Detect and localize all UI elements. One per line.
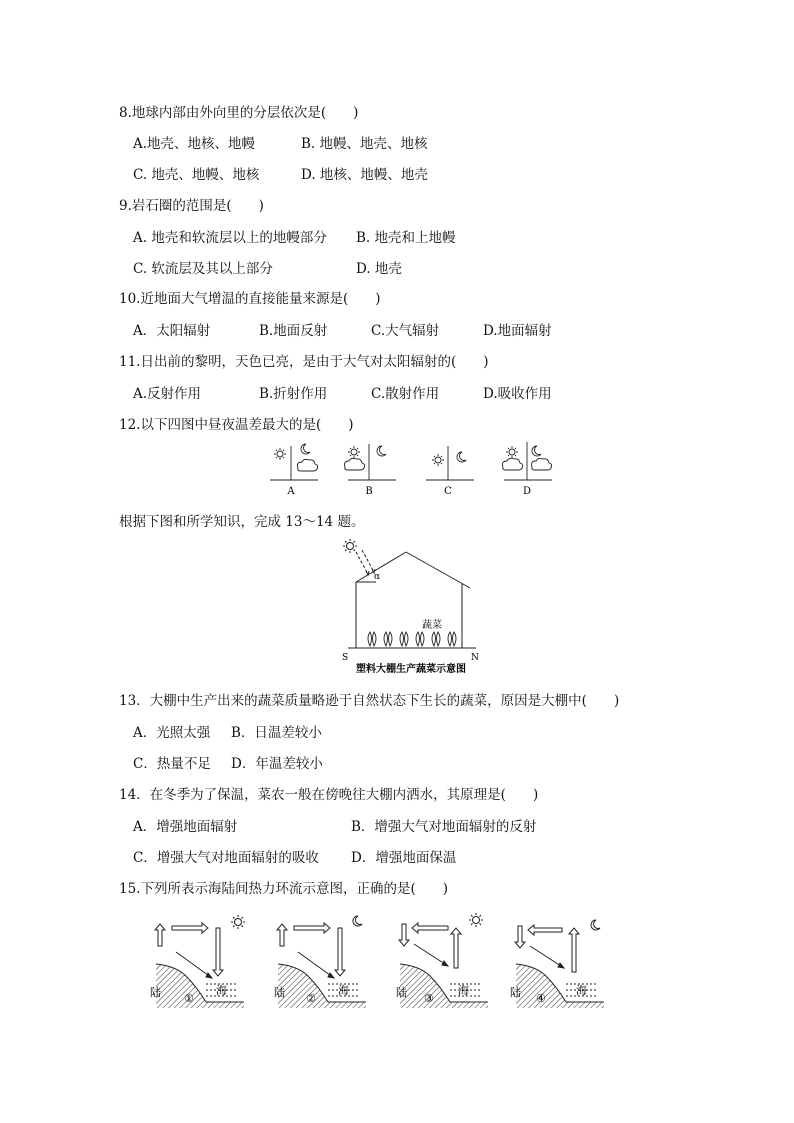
intro-13-14: 根据下图和所学知识，完成 13～14 题。 xyxy=(119,514,365,530)
num-label-3: ③ xyxy=(424,992,434,1005)
num-label-2: ② xyxy=(306,992,316,1005)
question-10-option-b: B.地面反射 xyxy=(259,323,328,339)
question-10-option-c: C.大气辐射 xyxy=(371,323,440,339)
question-8-option-d: D. 地核、地幔、地壳 xyxy=(301,167,428,183)
circulation-diagram-2 xyxy=(277,916,366,1008)
question-14-option-a: A．增强地面辐射 xyxy=(133,819,238,835)
diagram-c xyxy=(426,446,474,480)
label-b: B xyxy=(365,486,373,497)
sea-label-1: 海 xyxy=(216,984,227,997)
num-label-1: ① xyxy=(184,992,194,1005)
question-9-option-d: D. 地壳 xyxy=(356,261,402,277)
question-8-stem: 8.地球内部由外向里的分层依次是( ) xyxy=(119,105,359,121)
south-label: S xyxy=(342,653,349,663)
question-11-option-a: A.反射作用 xyxy=(133,386,202,402)
question-11-option-c: C.散射作用 xyxy=(371,386,440,402)
greenhouse-diagram xyxy=(336,536,486,678)
question-11-option-d: D.吸收作用 xyxy=(483,386,552,402)
diagram-a xyxy=(270,444,318,480)
vegetable-label: 蔬菜 xyxy=(422,620,442,631)
north-label: N xyxy=(471,653,479,663)
question-10-option-a: A．太阳辐射 xyxy=(133,323,211,339)
question-14-stem: 14．在冬季为了保温，菜农一般在傍晚往大棚内洒水，其原理是( ) xyxy=(119,787,539,803)
sea-label-3: 海 xyxy=(458,984,469,997)
question-9-stem: 9.岩石圈的范围是( ) xyxy=(119,198,264,214)
circulation-diagram-4 xyxy=(515,920,604,1008)
sea-land-circulation-diagrams xyxy=(140,906,610,1014)
diagram-d xyxy=(503,442,553,480)
question-10-option-d: D.地面辐射 xyxy=(483,323,552,339)
question-13-option-a: A．光照太强 xyxy=(133,725,211,741)
question-15-figure xyxy=(140,906,610,1014)
question-10-stem: 10.近地面大气增温的直接能量来源是( ) xyxy=(119,291,381,307)
question-8-option-c: C. 地壳、地幔、地核 xyxy=(133,167,260,183)
label-c: C xyxy=(444,486,452,497)
question-9-option-c: C. 软流层及其以上部分 xyxy=(133,261,273,277)
greenhouse-caption: 塑料大棚生产蔬菜示意图 xyxy=(356,664,466,675)
question-12-figure xyxy=(262,440,562,500)
question-13-option-c: C．热量不足 xyxy=(133,756,211,772)
question-14-option-d: D．增强地面保温 xyxy=(351,850,457,866)
question-13-option-d: D．年温差较小 xyxy=(231,756,323,772)
question-14-option-c: C．增强大气对地面辐射的吸收 xyxy=(133,850,319,866)
land-label-4: 陆 xyxy=(510,986,521,999)
question-15-stem: 15.下列所表示海陆间热力环流示意图，正确的是( ) xyxy=(119,881,449,897)
label-d: D xyxy=(522,486,532,497)
question-13-option-b: B．日温差较小 xyxy=(231,725,322,741)
circulation-diagram-3 xyxy=(399,913,488,1008)
circulation-diagram-1 xyxy=(155,915,245,1008)
greenhouse-figure xyxy=(336,536,486,678)
day-night-diagrams xyxy=(262,440,562,500)
land-label-1: 陆 xyxy=(150,986,161,999)
land-label-2: 陆 xyxy=(274,986,285,999)
question-11-stem: 11.日出前的黎明，天色已亮，是由于大气对太阳辐射的( ) xyxy=(119,354,489,370)
question-8-option-b: B. 地幔、地壳、地核 xyxy=(301,136,428,152)
num-label-4: ④ xyxy=(536,992,546,1005)
question-12-stem: 12.以下四图中昼夜温差最大的是( ) xyxy=(119,417,354,433)
question-9-option-a: A. 地壳和软流层以上的地幔部分 xyxy=(133,230,327,246)
diagram-b xyxy=(345,444,397,480)
angle-alpha: α xyxy=(374,572,381,582)
label-a: A xyxy=(287,486,295,497)
question-11-option-b: B.折射作用 xyxy=(259,386,328,402)
question-9-option-b: B. 地壳和上地幔 xyxy=(356,230,456,246)
question-14-option-b: B．增强大气对地面辐射的反射 xyxy=(351,819,537,835)
question-8-option-a: A.地壳、地核、地幔 xyxy=(133,136,256,152)
sea-label-2: 海 xyxy=(338,984,349,997)
land-label-3: 陆 xyxy=(396,986,407,999)
question-13-stem: 13．大棚中生产出来的蔬菜质量略逊于自然状态下生长的蔬菜，原因是大棚中( ) xyxy=(119,693,620,709)
sea-label-4: 海 xyxy=(576,984,587,997)
